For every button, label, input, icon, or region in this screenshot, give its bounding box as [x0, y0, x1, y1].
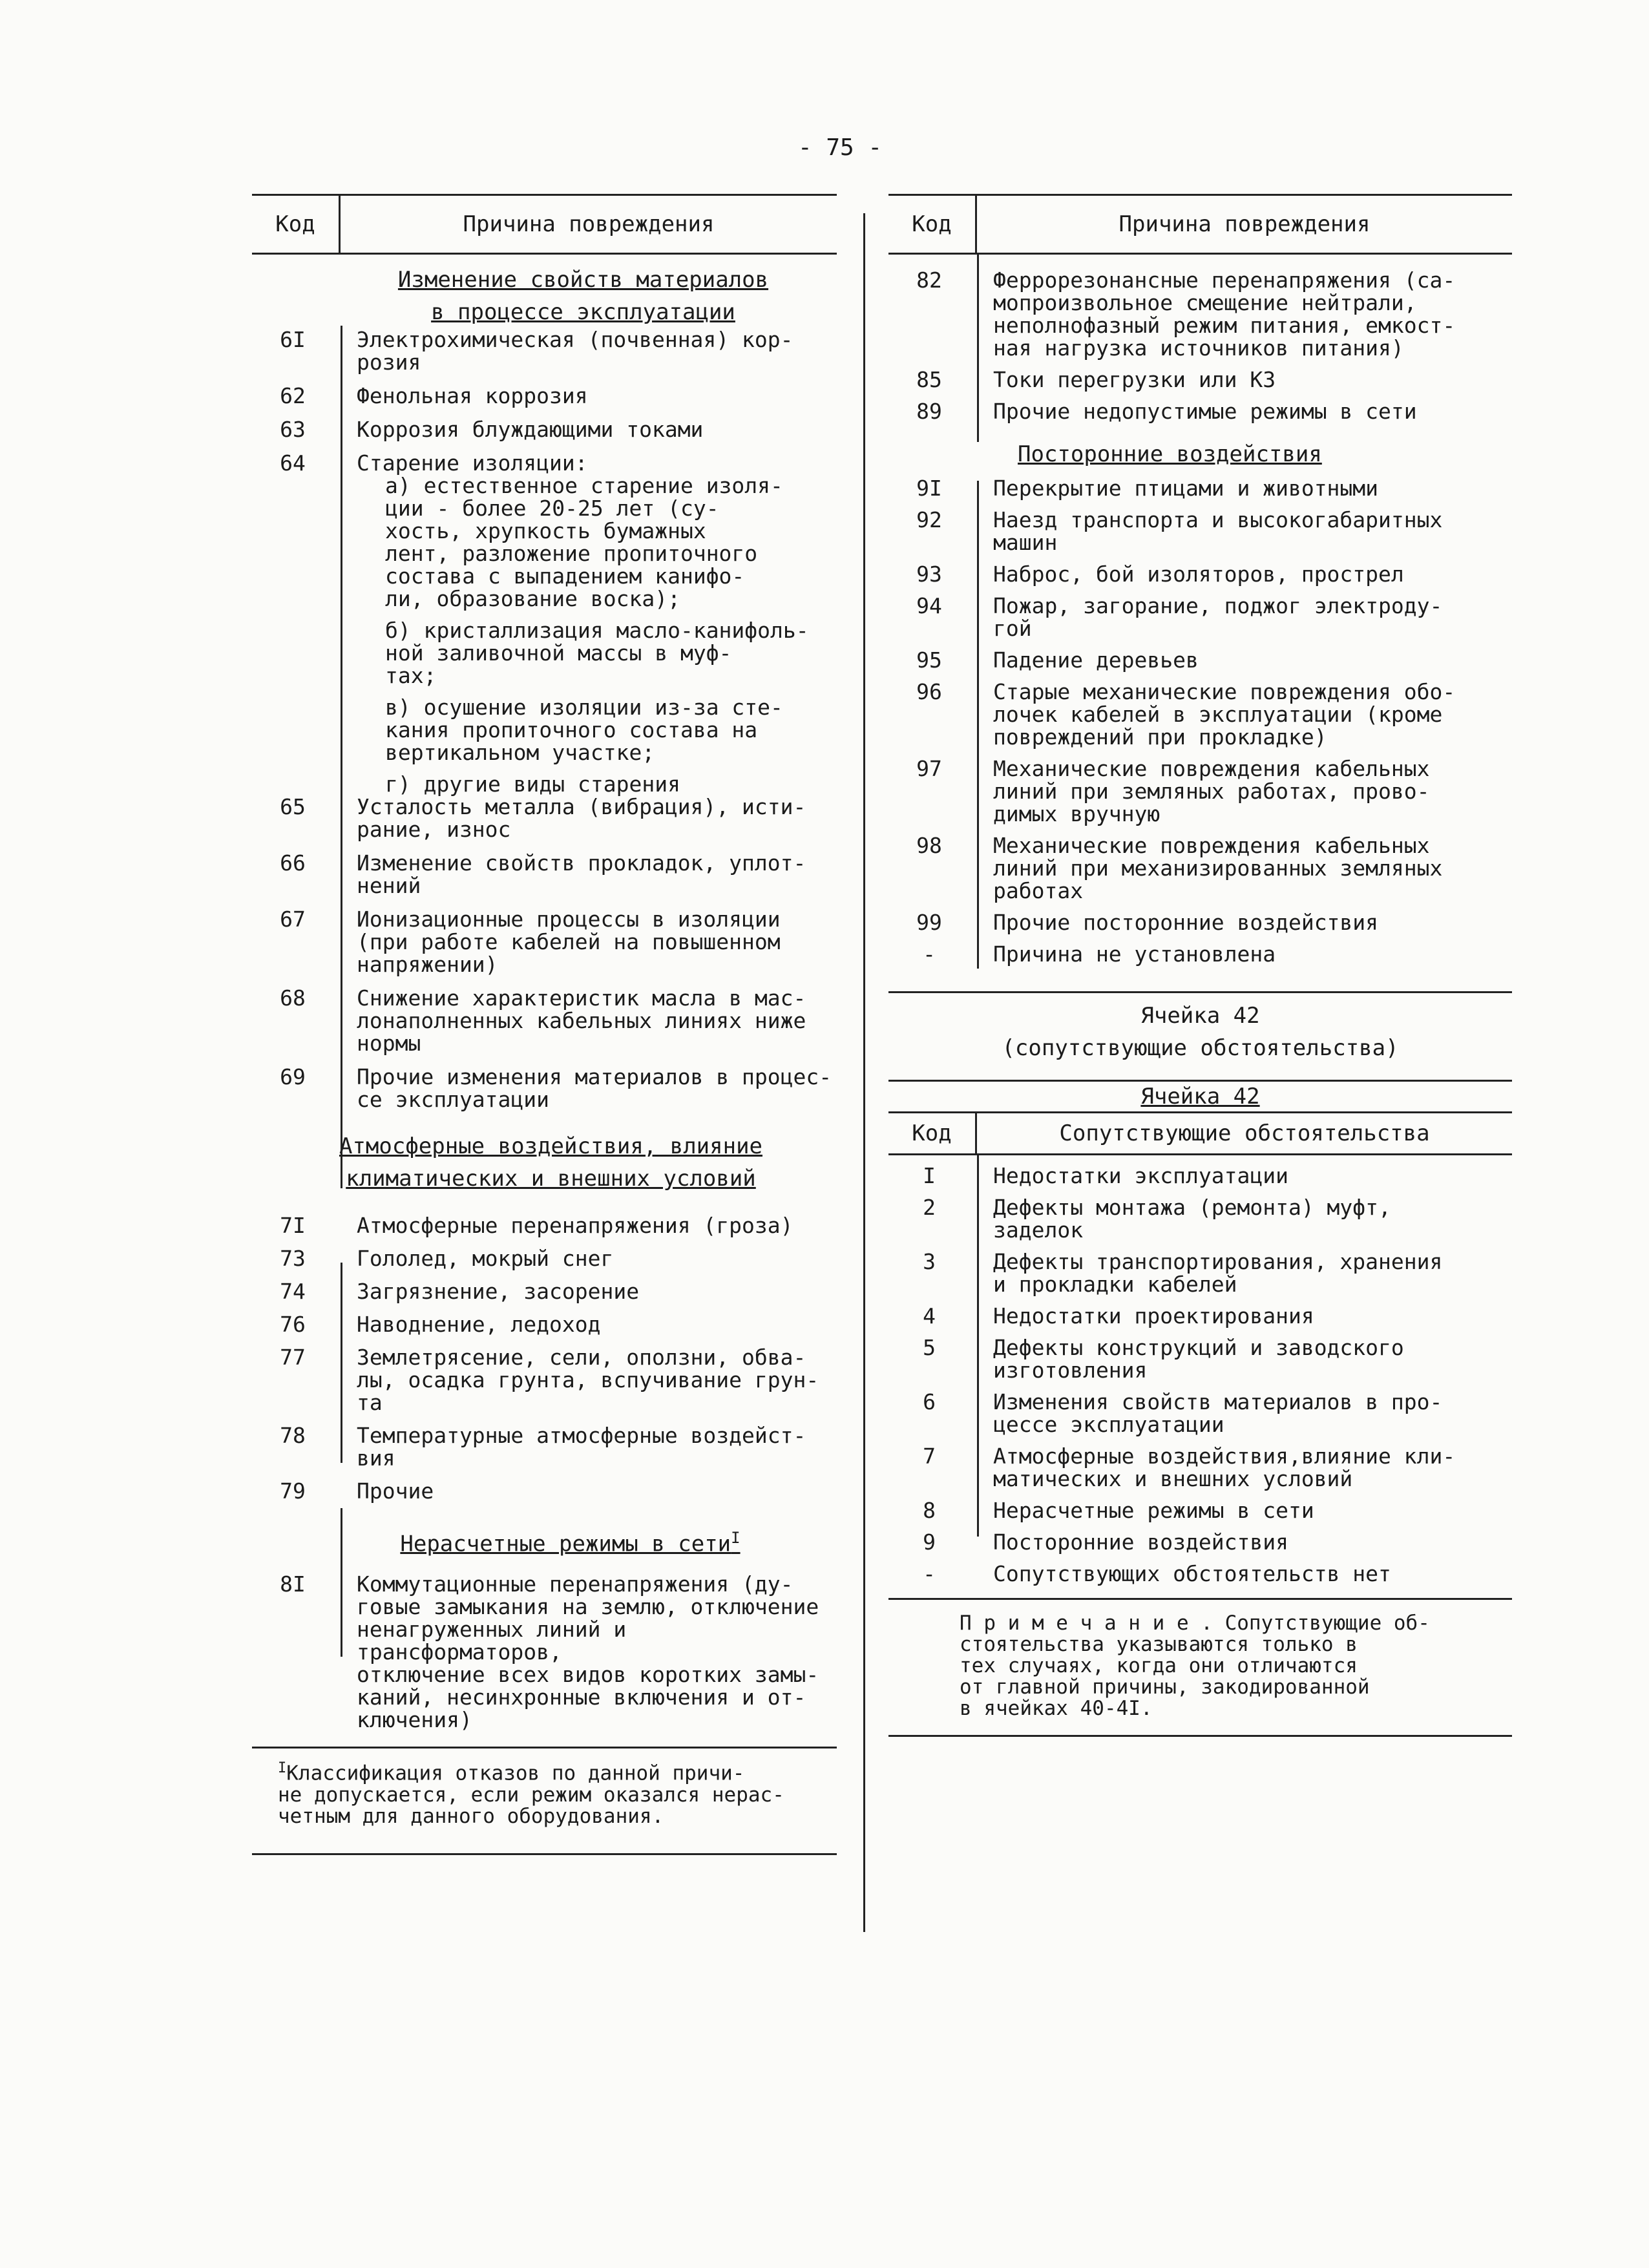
row-code: 8I	[280, 1571, 306, 1597]
row-text: Прочие посторонние воздействия	[993, 910, 1379, 935]
row-text: Механические повреждения кабельных линий при земляных работах, прово- димых вручную	[993, 756, 1430, 826]
section-materials-title: Изменение свойств материалов в процессе эксплуатации	[397, 267, 769, 325]
cell42-label: Ячейка 42	[1140, 1084, 1260, 1109]
row-text: Гололед, мокрый снег	[357, 1246, 614, 1271]
header-code: Код	[888, 1113, 977, 1153]
row-code: 77	[280, 1345, 306, 1370]
row-text: Фенольная коррозия	[357, 383, 588, 408]
row-text: Посторонние воздействия	[993, 1529, 1288, 1555]
table-row	[252, 908, 837, 976]
row-code: 96	[916, 679, 942, 704]
row-code: I	[923, 1163, 936, 1188]
table-row	[252, 1247, 837, 1270]
table-row	[888, 1336, 1512, 1381]
page-number: - 75 -	[797, 134, 883, 161]
row-code: 94	[916, 593, 942, 618]
footnote: $^I$Классификация отказов по данной причи- не допускается, если режим оказался нерас- четным для данного оборудования.	[278, 1760, 784, 1828]
row-text: Землетрясение, сели, оползни, обва- лы, осадка грунта, вспучивание грун- та	[357, 1345, 819, 1415]
rows-regimes-cont	[888, 269, 1512, 423]
code-divider	[341, 326, 342, 1188]
table-row	[252, 452, 837, 474]
row-code: -	[923, 1561, 936, 1586]
row-code: 8	[923, 1498, 936, 1523]
table-row	[252, 384, 837, 407]
table-row	[888, 649, 1512, 671]
left-table-header	[252, 196, 837, 255]
table-row	[252, 474, 837, 610]
row-code: 69	[280, 1064, 306, 1089]
table-row	[888, 563, 1512, 585]
row-text: Причина не установлена	[993, 941, 1276, 967]
row-text: Ионизационные процессы в изоляции (при работе кабелей на повышенном напряжении)	[357, 907, 781, 977]
table-row	[888, 1531, 1512, 1553]
table-row	[252, 987, 837, 1055]
row-code: 92	[916, 507, 942, 532]
table-row	[252, 1214, 837, 1237]
table-row	[888, 1445, 1512, 1490]
row-code: 64	[280, 450, 306, 476]
header-circumstances: Сопутствующие обстоятельства	[1059, 1120, 1430, 1146]
table-row	[888, 1305, 1512, 1327]
table-row	[888, 1562, 1512, 1585]
row-text: Перекрытие птицами и животными	[993, 476, 1379, 501]
rows-materials	[252, 328, 837, 474]
row-text: Электрохимическая (почвенная) кор- розия	[357, 327, 793, 375]
row-text: Загрязнение, засорение	[357, 1279, 640, 1304]
table-row	[252, 619, 837, 687]
aging-subitems	[252, 474, 837, 795]
row-text: Температурные атмосферные воздейст- вия	[357, 1423, 806, 1471]
row-code: 7	[923, 1444, 936, 1469]
row-code: 2	[923, 1195, 936, 1220]
row-code: 89	[916, 399, 942, 424]
row-text: Изменения свойств материалов в про- цессе эксплуатации	[993, 1389, 1443, 1437]
table-row	[252, 1346, 837, 1414]
row-code: 62	[280, 383, 306, 408]
row-text: г) другие виды старения	[385, 772, 680, 797]
table-row	[252, 1313, 837, 1336]
row-code	[252, 474, 339, 610]
row-text: Коммутационные перенапряжения (ду- говые замыкания на землю, отключение ненагруженных линий и трансформаторов, отключение всех видов коротких замы- каний, несинхронные включения и от- ключения)	[357, 1571, 819, 1733]
row-code: 66	[280, 850, 306, 876]
row-code: 98	[916, 833, 942, 858]
table-row	[888, 1499, 1512, 1522]
table-row	[888, 400, 1512, 423]
row-text: Дефекты монтажа (ремонта) муфт, заделок	[993, 1195, 1391, 1243]
row-code: 4	[923, 1303, 936, 1328]
rows-external	[888, 477, 1512, 965]
row-text: Недостатки проектирования	[993, 1303, 1314, 1328]
rule-before-note	[888, 1598, 1512, 1600]
row-code: 73	[280, 1246, 306, 1271]
row-text: Токи перегрузки или КЗ	[993, 367, 1276, 392]
row-code: 5	[923, 1335, 936, 1360]
rows-atmosphere	[252, 1214, 837, 1502]
row-code: 6	[923, 1389, 936, 1414]
code-divider-3	[977, 1155, 979, 1537]
row-text: б) кристаллизация масло-канифоль- ной заливочной массы в муф- тах;	[385, 618, 809, 688]
left-column	[252, 194, 837, 1855]
table-row	[888, 1164, 1512, 1187]
row-code: 63	[280, 417, 306, 442]
header-cause: Причина повреждения	[1119, 211, 1371, 237]
left-table	[252, 255, 837, 1855]
row-text: Старение изоляции:	[357, 450, 588, 476]
row-text: Недостатки эксплуатации	[993, 1163, 1288, 1188]
row-code: 65	[280, 794, 306, 819]
row-code: 6I	[280, 327, 306, 352]
right-table	[888, 255, 1512, 1737]
row-text: Сопутствующих обстоятельств нет	[993, 1561, 1391, 1586]
row-code: 79	[280, 1478, 306, 1504]
row-code: 9	[923, 1529, 936, 1555]
table-row	[252, 1480, 837, 1502]
row-code: 9I	[916, 476, 942, 501]
row-text: Падение деревьев	[993, 647, 1199, 673]
table-row	[252, 773, 837, 795]
row-code: 74	[280, 1279, 306, 1304]
row-text: Старые механические повреждения обо- лочек кабелей в эксплуатации (кроме повреждений при прокладке)	[993, 679, 1456, 750]
row-text: Наводнение, ледоход	[357, 1312, 601, 1337]
row-text: Атмосферные воздействия,влияние кли- матических и внешних условий	[993, 1444, 1456, 1491]
row-code: 3	[923, 1249, 936, 1274]
row-text: Наезд транспорта и высокогабаритных машин	[993, 507, 1443, 555]
row-code: 68	[280, 985, 306, 1011]
cell42-title: Ячейка 42 (сопутствующие обстоятельства)	[1002, 1003, 1399, 1061]
header-code: Код	[252, 196, 341, 253]
cell42-table	[888, 1155, 1512, 1585]
row-code: 93	[916, 562, 942, 587]
right-bottom-rule	[888, 1735, 1512, 1737]
table-row	[888, 943, 1512, 965]
table-row	[252, 328, 837, 373]
footnote-rule	[252, 1747, 837, 1748]
row-code: 95	[916, 647, 942, 673]
row-code: 97	[916, 756, 942, 781]
table-row	[888, 269, 1512, 359]
row-text: Механические повреждения кабельных линий при механизированных земляных работах	[993, 833, 1443, 903]
table-row	[252, 696, 837, 764]
table-row	[888, 757, 1512, 825]
note: П р и м е ч а н и е . Сопутствующие об- стоятельства указываются только в тех случаях, когда они отличаются от главной причины, закодированной в ячейках 40-4I.	[960, 1612, 1430, 1720]
row-code: 85	[916, 367, 942, 392]
table-row	[888, 680, 1512, 748]
row-code	[252, 696, 339, 764]
row-code: 78	[280, 1423, 306, 1448]
table-row	[888, 834, 1512, 902]
code-divider-2	[977, 481, 979, 969]
row-text: Нерасчетные режимы в сети	[993, 1498, 1314, 1523]
section-atmosphere-title: Атмосферные воздействия, влияние климатических и внешних условий	[339, 1133, 763, 1192]
code-divider	[977, 255, 979, 442]
table-row	[888, 1250, 1512, 1296]
row-code: -	[923, 941, 936, 967]
row-text: Усталость металла (вибрация), исти- рание, износ	[357, 794, 806, 842]
right-column	[888, 194, 1512, 1737]
row-text: Дефекты транспортирования, хранения и прокладки кабелей	[993, 1249, 1443, 1297]
section-regimes-title: Нерасчетные режимы в сети$^I$	[400, 1529, 740, 1557]
left-bottom-rule	[252, 1853, 837, 1855]
row-text: Атмосферные перенапряжения (гроза)	[357, 1213, 793, 1238]
table-row	[888, 368, 1512, 391]
row-text: Прочие недопустимые режимы в сети	[993, 399, 1417, 424]
row-code: 99	[916, 910, 942, 935]
row-code: 76	[280, 1312, 306, 1337]
row-text: Коррозия блуждающими токами	[357, 417, 704, 442]
table-row	[252, 852, 837, 897]
table-row	[888, 477, 1512, 499]
code-divider-2	[341, 1263, 342, 1463]
table-row	[252, 418, 837, 441]
row-code: 82	[916, 268, 942, 293]
table-row	[252, 795, 837, 841]
header-code: Код	[888, 196, 977, 253]
table-row	[888, 911, 1512, 934]
table-row	[888, 594, 1512, 640]
row-code	[252, 773, 339, 795]
code-divider-3	[341, 1508, 342, 1657]
section-external-title: Посторонние воздействия	[1018, 441, 1322, 467]
table-row	[888, 1391, 1512, 1436]
rows-regimes	[252, 1573, 837, 1731]
row-text: Наброс, бой изоляторов, прострел	[993, 562, 1404, 587]
right-table-header	[888, 196, 1512, 255]
table-row	[252, 1424, 837, 1469]
header-cause: Причина повреждения	[463, 211, 715, 237]
row-text: Пожар, загорание, поджог электроду- гой	[993, 593, 1443, 641]
row-text: Снижение характеристик масла в мас- лонаполненных кабельных линиях ниже нормы	[357, 985, 806, 1056]
row-text: в) осушение изоляции из-за сте- кания пропиточного состава на вертикальном участке;	[385, 695, 783, 765]
rows-materials-2	[252, 795, 837, 1111]
row-text: а) естественное старение изоля- ции - более 20-25 лет (су- хость, хрупкость бумажных лент, разложение пропиточного состава с выпадением канифо- ли, образование воска);	[385, 473, 783, 611]
row-text: Феррорезонансные перенапряжения (са- мопроизвольное смещение нейтрали, неполнофазный режим питания, емкост- ная нагрузка источников питания)	[993, 268, 1456, 361]
row-text: Дефекты конструкций и заводского изготовления	[993, 1335, 1404, 1383]
table-row	[252, 1573, 837, 1731]
table-row	[888, 509, 1512, 554]
column-separator	[863, 213, 865, 1932]
table-row	[252, 1280, 837, 1303]
row-code: 7I	[280, 1213, 306, 1238]
row-code: 67	[280, 907, 306, 932]
table-row	[252, 1066, 837, 1111]
row-text: Изменение свойств прокладок, уплот- нений	[357, 850, 806, 898]
cell42-header	[888, 1113, 1512, 1155]
rule-after-external	[888, 991, 1512, 993]
row-code	[252, 619, 339, 687]
table-row	[888, 1196, 1512, 1241]
row-text: Прочие изменения материалов в процес- се эксплуатации	[357, 1064, 832, 1112]
rows-circumstances	[888, 1164, 1512, 1585]
row-text: Прочие	[357, 1478, 434, 1504]
